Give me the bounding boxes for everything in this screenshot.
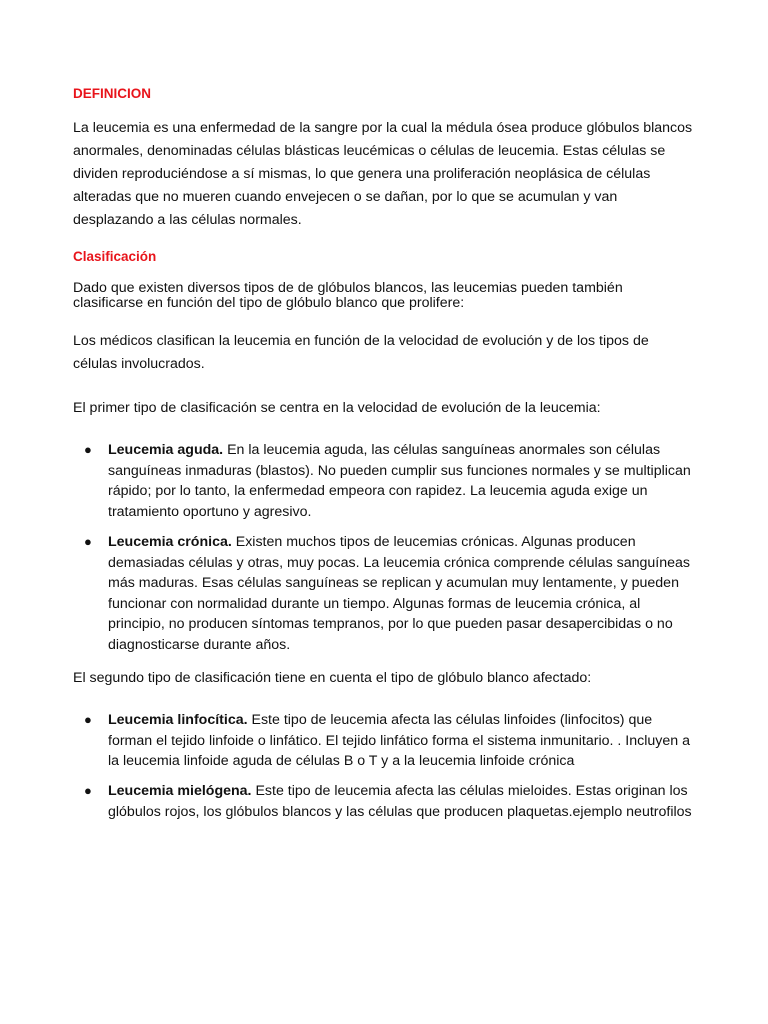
text-line: En la leucemia aguda, las células sanguíneas anormales son células: [223, 442, 661, 458]
paragraph-segundo-tipo: El segundo tipo de clasificación tiene en cuenta el tipo de glóbulo blanco afectado:: [73, 670, 592, 686]
text-line: funcionar con normalidad durante un tiempo. Algunas formas de leucemia crónica, al: [108, 595, 641, 612]
heading-clasificacion: Clasificación: [73, 249, 157, 264]
list-velocidad: [73, 440, 703, 522]
text-line: glóbulos rojos, los glóbulos blancos y las células que producen plaquetas.ejemplo neutrofilos: [108, 803, 692, 820]
term-label: Leucemia linfocítica.: [108, 712, 248, 728]
bullet-icon: ●: [84, 534, 92, 549]
list-globulo: [73, 710, 703, 772]
term-label: Leucemia crónica.: [108, 534, 232, 550]
text-line: rápido; por lo tanto, la enfermedad empeora con rapidez. La leucemia aguda exige un: [108, 483, 648, 499]
text-line: Los médicos clasifican la leucemia en función de la velocidad de evolución y de los tipos de: [73, 333, 649, 349]
list-item-leucemia-cronica: [73, 532, 703, 655]
text-line: clasificarse en función del tipo de glóbulo blanco que prolifere:: [73, 294, 465, 311]
text-line: la leucemia linfoide aguda de células B o T y a la leucemia linfoide crónica: [108, 753, 575, 769]
list-item-leucemia-aguda: [73, 440, 703, 522]
paragraph-intro: [73, 281, 703, 310]
text-line: dividen reproduciéndose a sí mismas, lo que genera una proliferación neoplásica de células: [73, 166, 651, 182]
text-line: La leucemia es una enfermedad de la sangre por la cual la médula ósea produce glóbulos blancos: [73, 120, 693, 136]
bullet-icon: ●: [84, 783, 92, 798]
list-velocidad-2: [73, 532, 703, 655]
text-line: Este tipo de leucemia afecta las células mieloides. Estas originan los: [251, 783, 688, 799]
text-line: diagnosticarse durante años.: [108, 636, 291, 653]
text-line: Dado que existen diversos tipos de de glóbulos blancos, las leucemias pueden también: [73, 280, 623, 296]
list-item-leucemia-linfocitica: [73, 710, 703, 772]
text-line: sanguíneas inmaduras (blastos). No pueden cumplir sus funciones normales y se multiplican: [108, 462, 691, 479]
text-line: desplazando a las células normales.: [73, 212, 302, 228]
text-line: Este tipo de leucemia afecta las células linfoides (linfocitos) que: [247, 712, 653, 728]
text-line: demasiadas células y otras, muy pocas. La leucemia crónica comprende células sanguíneas: [108, 554, 690, 571]
paragraph-definicion: [73, 117, 703, 232]
term-label: Leucemia mielógena.: [108, 783, 252, 799]
text-line: más maduras. Esas células sanguíneas se replican y acumulan muy lentamente, y pueden: [108, 575, 679, 591]
paragraph-primer-tipo: El primer tipo de clasificación se centra en la velocidad de evolución de la leucemia:: [73, 400, 601, 416]
text-line: forman el tejido linfoide o linfático. El tejido linfático forma el sistema inmunitario. . Incluyen a: [108, 732, 690, 749]
list-globulo-2: [73, 781, 703, 822]
text-line: alteradas que no mueren cuando envejecen o se dañan, por lo que se acumulan y van: [73, 189, 618, 205]
text-line: células involucrados.: [73, 356, 205, 372]
bullet-icon: ●: [84, 712, 92, 727]
text-line: Existen muchos tipos de leucemias crónicas. Algunas producen: [231, 534, 636, 550]
paragraph-medicos: [73, 330, 703, 376]
text-line: tratamiento oportuno y agresivo.: [108, 503, 312, 520]
list-item-leucemia-mielogena: [73, 781, 703, 822]
text-line: anormales, denominadas células blásticas leucémicas o células de leucemia. Estas células se: [73, 143, 666, 159]
heading-definicion: DEFINICION: [73, 86, 152, 101]
term-label: Leucemia aguda.: [108, 442, 224, 458]
bullet-icon: ●: [84, 442, 92, 457]
text-line: principio, no producen síntomas tempranos, por lo que pueden pasar desapercibidas o no: [108, 616, 673, 632]
